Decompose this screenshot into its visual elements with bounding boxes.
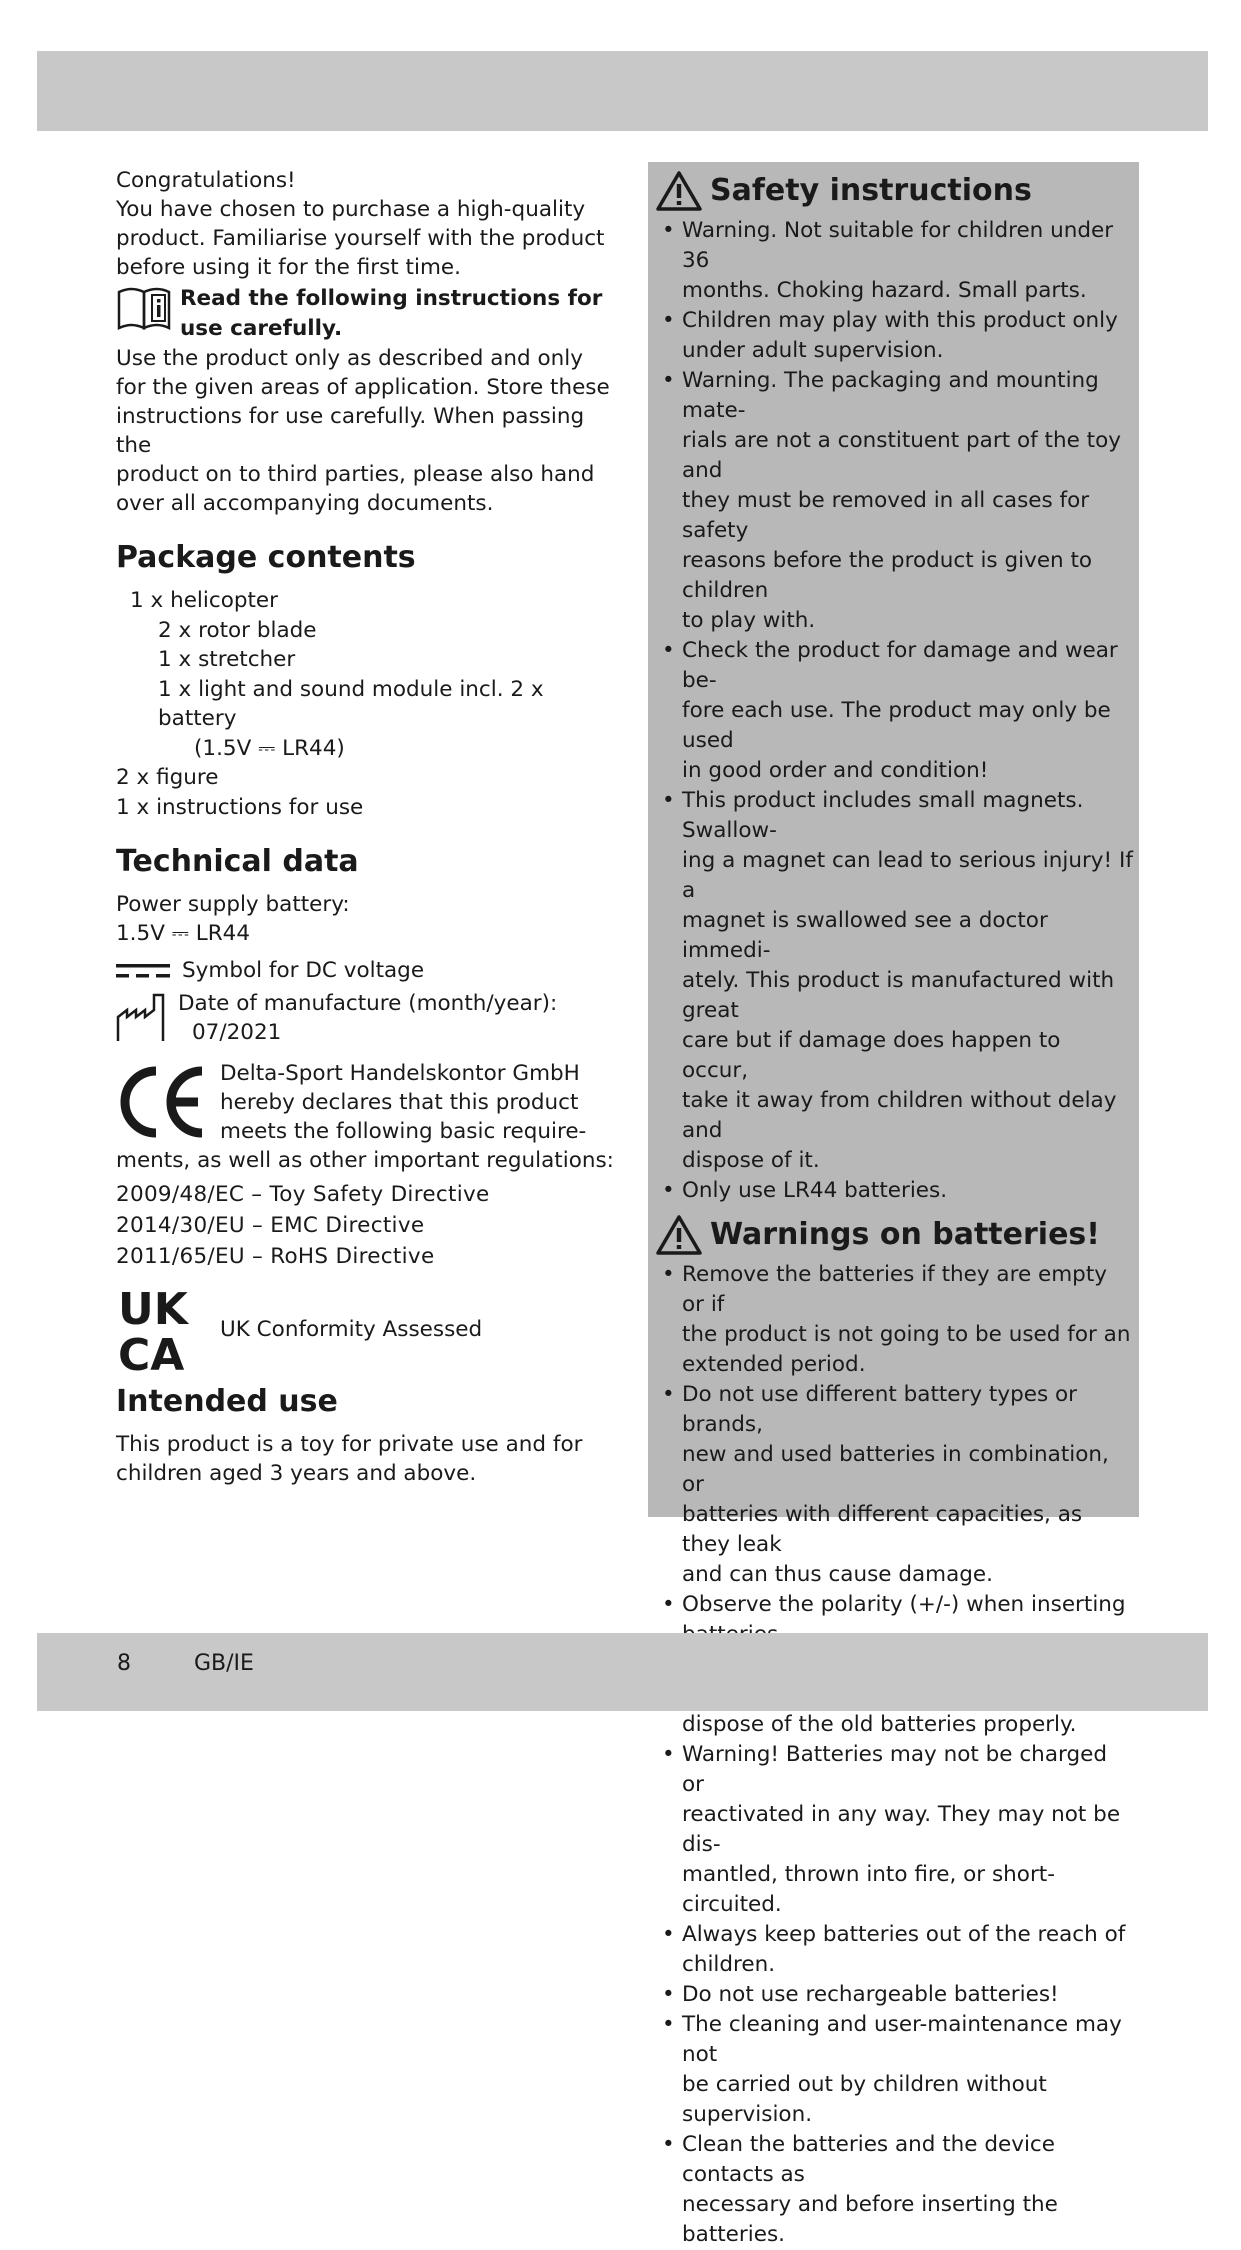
- technical-data-heading: Technical data: [116, 844, 359, 879]
- usage-line: Use the product only as described and only: [116, 346, 583, 371]
- safety-bullet-line: to play with.: [682, 608, 816, 633]
- battery-bullet-line: the product is not going to be used for an: [682, 1322, 1131, 1347]
- svg-text:UK: UK: [118, 1284, 188, 1335]
- battery-bullet-line: new and used batteries in combination, or: [682, 1442, 1109, 1497]
- ce-line: Delta-Sport Handelskontor GmbH: [220, 1061, 580, 1086]
- battery-bullet-line: • Observe the polarity (+/-) when inserting: [682, 1592, 1126, 1617]
- safety-bullet-item: [656, 636, 1133, 786]
- ce-continuation: ments, as well as other important regulations:: [116, 1148, 614, 1173]
- safety-bullet-line: ing a magnet can lead to serious injury! If a: [682, 848, 1133, 903]
- safety-bullet-line: months. Choking hazard. Small parts.: [682, 278, 1087, 303]
- ukca-text: UK Conformity Assessed: [220, 1316, 483, 1342]
- safety-bullet-line: • Warning. Not suitable for children under 36: [682, 218, 1114, 273]
- package-item: 1 x instructions for use: [116, 794, 364, 820]
- intro-line: You have chosen to purchase a high-quality: [116, 197, 586, 222]
- dc-symbol-text: Symbol for DC voltage: [182, 958, 425, 983]
- safety-bullet-line: • Check the product for damage and wear be-: [682, 638, 1118, 693]
- safety-bullet-line: care but if damage does happen to occur,: [682, 1028, 1061, 1083]
- book-info-icon: [116, 286, 172, 334]
- package-item: 2 x figure: [116, 765, 219, 790]
- intro-paragraph: [116, 166, 616, 282]
- safety-bullet-item: [656, 306, 1133, 366]
- safety-bullet-line: take it away from children without delay and: [682, 1088, 1117, 1143]
- safety-bullet-line: • Warning. The packaging and mounting mate-: [682, 368, 1099, 423]
- read-heading-line: Read the following instructions for: [180, 286, 603, 311]
- safety-list: [656, 216, 1133, 1206]
- battery-bullet-item: [656, 1260, 1133, 1380]
- usage-line: for the given areas of application. Store these: [116, 375, 610, 400]
- factory-icon: [116, 991, 166, 1043]
- package-item: 1 x stretcher: [158, 647, 296, 672]
- manufacture-label: Date of manufacture (month/year):: [178, 991, 558, 1016]
- battery-bullet-line: • Clean the batteries and the device contacts as: [682, 2132, 1055, 2187]
- safety-bullet-line: • This product includes small magnets. Swallow-: [682, 788, 1084, 843]
- battery-bullet-item: [656, 1980, 1133, 2010]
- manufacture-date: 07/2021: [192, 1020, 282, 1045]
- usage-line: over all accompanying documents.: [116, 491, 494, 516]
- package-list: [116, 586, 616, 822]
- safety-bullet-line: magnet is swallowed see a doctor immedi-: [682, 908, 1048, 963]
- page-number: 8: [117, 1651, 131, 1676]
- battery-bullet-line: mantled, thrown into fire, or short-circuited.: [682, 1862, 1055, 1917]
- safety-title: Safety instructions: [710, 173, 1032, 208]
- safety-bullet-line: ately. This product is manufactured with great: [682, 968, 1115, 1023]
- ce-line: meets the following basic require-: [220, 1119, 587, 1144]
- battery-bullet-line: • Warning! Batteries may not be charged or: [682, 1742, 1107, 1797]
- manufacture-date-row: [116, 989, 616, 1047]
- intended-use-heading: Intended use: [116, 1384, 338, 1419]
- dc-symbol-row: [116, 956, 616, 985]
- intended-use-line: This product is a toy for private use and for: [116, 1432, 583, 1457]
- package-item: 2 x rotor blade: [158, 617, 317, 643]
- intro-line: before using it for the first time.: [116, 255, 461, 280]
- ukca-mark-icon: [116, 1284, 206, 1381]
- intro-line: Congratulations!: [116, 168, 296, 193]
- battery-bullet-item: [656, 2010, 1133, 2130]
- battery-bullet-line: • Do not use different battery types or brands,: [682, 1382, 1077, 1437]
- package-item: (1.5V ⎓ LR44): [194, 735, 345, 761]
- battery-bullet-item: [656, 2130, 1133, 2250]
- battery-bullet-line: • Always keep batteries out of the reach of: [682, 1922, 1126, 1947]
- intended-use-line: children aged 3 years and above.: [116, 1461, 477, 1486]
- batteries-title: Warnings on batteries!: [710, 1217, 1100, 1252]
- safety-bullet-line: they must be removed in all cases for safety: [682, 488, 1090, 543]
- power-supply-label: Power supply battery:: [116, 892, 350, 917]
- battery-bullet-line: • Do not use rechargeable batteries!: [682, 1982, 1059, 2007]
- dc-voltage-icon: [116, 961, 170, 981]
- directive-item: 2009/48/EC – Toy Safety Directive: [116, 1182, 490, 1207]
- safety-bullet-item: [656, 366, 1133, 636]
- battery-warning-list: [656, 1260, 1133, 2250]
- safety-panel: [648, 162, 1139, 2247]
- safety-bullet-line: dispose of it.: [682, 1148, 820, 1173]
- ce-declaration: [116, 1059, 616, 1146]
- read-instructions-notice: [116, 284, 616, 344]
- battery-bullet-line: extended period.: [682, 1352, 866, 1377]
- package-item: 1 x light and sound module incl. 2 x battery: [158, 676, 544, 731]
- safety-bullet-line: • Children may play with this product only: [682, 308, 1118, 333]
- battery-bullet-line: children.: [682, 1952, 776, 1977]
- safety-bullet-line: under adult supervision.: [682, 338, 944, 363]
- battery-bullet-item: [656, 1380, 1133, 1590]
- safety-bullet-item: [656, 1176, 1133, 1206]
- safety-bullet-item: [656, 216, 1133, 306]
- battery-bullet-line: • Remove the batteries if they are empty or if: [682, 1262, 1107, 1317]
- usage-line: instructions for use carefully. When passing the: [116, 404, 585, 458]
- directive-item: 2014/30/EU – EMC Directive: [116, 1213, 425, 1238]
- intro-line: product. Familiarise yourself with the product: [116, 226, 605, 251]
- region-code: GB/IE: [194, 1651, 254, 1676]
- ce-line: hereby declares that this product: [220, 1090, 579, 1115]
- battery-bullet-line: reactivated in any way. They may not be dis-: [682, 1802, 1121, 1857]
- manufacture-text: [116, 989, 557, 1047]
- usage-line: product on to third parties, please also hand: [116, 462, 595, 487]
- battery-bullet-line: necessary and before inserting the batteries.: [682, 2192, 1058, 2247]
- read-heading-line: use carefully.: [180, 316, 343, 341]
- svg-text:CA: CA: [118, 1330, 185, 1381]
- safety-bullet-line: rials are not a constituent part of the toy and: [682, 428, 1121, 483]
- package-contents-heading: Package contents: [116, 540, 416, 575]
- safety-heading: [656, 170, 1133, 212]
- power-supply-value: 1.5V ⎓ LR44: [116, 921, 251, 946]
- directive-list: [116, 1179, 616, 1272]
- battery-bullet-line: and can thus cause damage.: [682, 1562, 993, 1587]
- read-heading: [180, 284, 602, 344]
- header-band: [37, 51, 1208, 131]
- safety-bullet-line: in good order and condition!: [682, 758, 989, 783]
- battery-bullet-line: batteries with different capacities, as they leak: [682, 1502, 1083, 1557]
- safety-bullet-item: [656, 786, 1133, 1176]
- battery-bullet-item: [656, 1740, 1133, 1920]
- batteries-heading: [656, 1214, 1133, 1256]
- safety-bullet-line: fore each use. The product may only be used: [682, 698, 1111, 753]
- warning-triangle-icon: [656, 1214, 702, 1256]
- battery-bullet-line: be carried out by children without supervision.: [682, 2072, 1047, 2127]
- safety-bullet-line: • Only use LR44 batteries.: [682, 1178, 948, 1203]
- battery-bullet-item: [656, 1920, 1133, 1980]
- ce-text: [220, 1059, 586, 1146]
- warning-triangle-icon: [656, 170, 702, 212]
- ukca-row: [116, 1284, 616, 1381]
- usage-paragraph: [116, 344, 616, 518]
- ce-mark-icon: [116, 1059, 206, 1145]
- battery-bullet-line: • The cleaning and user-maintenance may not: [682, 2012, 1122, 2067]
- battery-bullet-line: • dispose of the old batteries properly.: [682, 1712, 1077, 1737]
- package-item: 1 x helicopter: [130, 588, 278, 613]
- left-column: [116, 166, 616, 1488]
- directive-item: 2011/65/EU – RoHS Directive: [116, 1244, 435, 1269]
- safety-bullet-line: reasons before the product is given to children: [682, 548, 1093, 603]
